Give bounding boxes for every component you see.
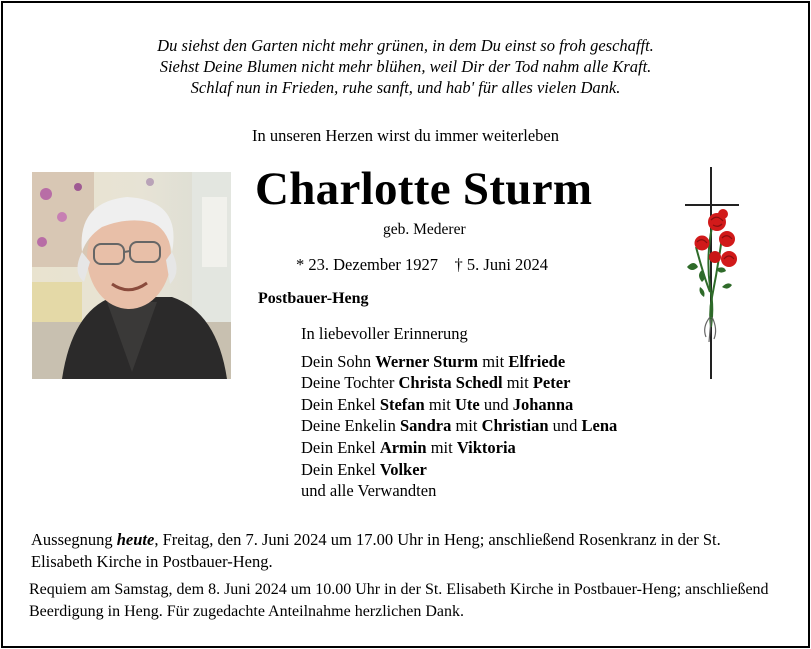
birth-date: * 23. Dezember 1927	[296, 255, 439, 274]
relative-name: Sandra	[399, 416, 452, 436]
birth-name: geb. Mederer	[383, 221, 466, 238]
connector-text: mit	[502, 373, 533, 393]
poem-line: Schlaf nun in Frieden, ruhe sanft, und hab' für alles vielen Dank.	[190, 78, 621, 97]
portrait-photo	[32, 172, 231, 379]
connector-text: mit	[478, 351, 509, 371]
family-row	[301, 459, 617, 481]
notice-text: Aussegnung	[31, 530, 117, 549]
relation-text: Dein Enkel	[301, 459, 380, 479]
relative-name: Werner Sturm	[375, 351, 479, 371]
relative-name: Christa Schedl	[398, 373, 503, 393]
family-row	[301, 351, 617, 373]
relative-name: Ute	[455, 394, 480, 414]
connector-text: mit	[451, 416, 482, 436]
deceased-name: Charlotte Sturm	[255, 163, 593, 215]
cross-with-roses-icon	[682, 167, 746, 381]
notice-text: , Freitag, den 7. Juni 2024 um 17.00 Uhr in Heng; anschließend Rosenkranz in der St. Elisabeth Kirche in Postbauer-Heng.	[31, 530, 721, 571]
poem	[3, 35, 808, 98]
relation-text: Deine Enkelin	[301, 416, 400, 436]
life-dates	[296, 255, 548, 275]
relative-name: Johanna	[512, 394, 574, 414]
relative-name: Armin	[379, 437, 427, 457]
death-date: † 5. Juni 2024	[454, 255, 549, 274]
family-row	[301, 437, 617, 459]
poem-line: Du siehst den Garten nicht mehr grünen, in dem Du einst so froh geschafft.	[157, 36, 654, 55]
connector-text: mit	[426, 437, 457, 457]
relative-name: Lena	[581, 416, 618, 436]
intro-line: In unseren Herzen wirst du immer weiterleben	[252, 126, 559, 145]
family-list	[301, 323, 617, 502]
family-row	[301, 394, 617, 416]
family-row	[301, 372, 617, 394]
connector-text: mit	[424, 394, 455, 414]
relative-name: Christian	[481, 416, 549, 436]
relation-text: Dein Enkel	[301, 437, 380, 457]
connector-text: und	[479, 394, 513, 414]
notice-emphasis: heute	[116, 530, 155, 549]
place-name: Postbauer-Heng	[258, 290, 369, 307]
relative-name: Stefan	[379, 394, 425, 414]
family-lead: In liebevoller Erinnerung	[301, 324, 468, 343]
obituary-card	[1, 1, 810, 648]
blessing-notice	[31, 529, 781, 572]
relative-name: Elfriede	[508, 351, 566, 371]
family-row	[301, 415, 617, 437]
relation-text: Deine Tochter	[301, 373, 399, 393]
poem-line: Siehst Deine Blumen nicht mehr blühen, weil Dir der Tod nahm alle Kraft.	[159, 57, 652, 76]
requiem-notice: Requiem am Samstag, dem 8. Juni 2024 um 10.00 Uhr in der St. Elisabeth Kirche in Postbauer-Heng; anschließend Beerdigung in Heng. Für zugedachte Anteilnahme herzlichen Dank.	[29, 581, 769, 620]
relation-text: Dein Enkel	[301, 394, 380, 414]
relation-text: Dein Sohn	[301, 351, 376, 371]
relative-name: Peter	[532, 373, 571, 393]
relative-name: Volker	[379, 459, 427, 479]
family-closing: und alle Verwandten	[301, 481, 437, 501]
portrait-image	[32, 172, 231, 379]
relative-name: Viktoria	[456, 437, 516, 457]
connector-text: und	[548, 416, 582, 436]
